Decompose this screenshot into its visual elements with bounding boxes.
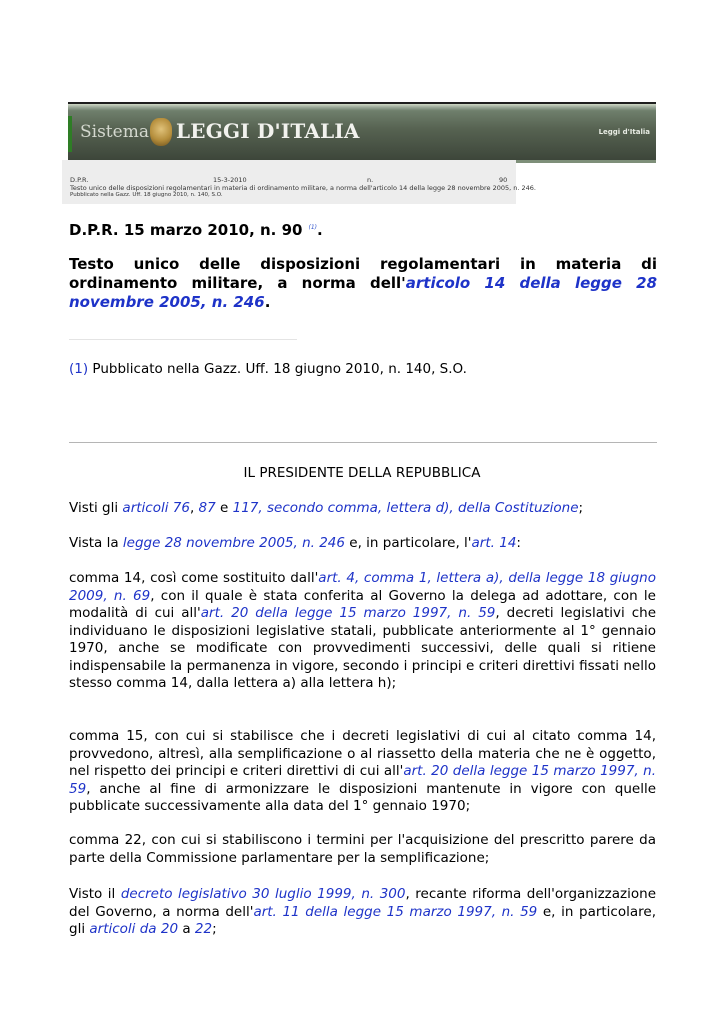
link-legge-246[interactable]: legge 28 novembre 2005, n. 246 bbox=[122, 535, 345, 551]
text: , decreti legislativi che individuano le disposizioni legislative statali, pubblicate anteriormente al 1° gennaio 1970, anche se modificate con provvedimenti successivi, delle quali si ritiene indispensabile la permanenza in vigore, secondo i principi e criteri direttivi fissati nello stesso comma 14, dalla lettera a) alla lettera h); bbox=[69, 605, 656, 691]
text: Visto il bbox=[69, 886, 121, 902]
header-n-label: n. bbox=[367, 176, 374, 184]
link-art-14[interactable]: art. 14 bbox=[471, 535, 517, 551]
paragraph-visti bbox=[69, 500, 656, 518]
text: , bbox=[189, 500, 199, 516]
link-art-20-legge-59[interactable]: art. 20 della legge 15 marzo 1997, n. 59 bbox=[69, 763, 656, 797]
page-title bbox=[69, 221, 323, 239]
title-footnote-link[interactable]: (1) bbox=[308, 224, 317, 231]
paragraph-comma-22 bbox=[69, 832, 656, 867]
header-date: 15-3-2010 bbox=[213, 176, 247, 184]
link-legge-69[interactable]: art. 4, comma 1, lettera a), della legge 18 giugno 2009, n. 69 bbox=[69, 570, 656, 604]
link-art-20-legge-59[interactable]: art. 20 della legge 15 marzo 1997, n. 59 bbox=[200, 605, 496, 621]
text: , con il quale è stata conferita al Governo la delega ad adottare, con le modalità di cui all' bbox=[69, 587, 656, 621]
banner-sistema: Sistema bbox=[80, 122, 149, 142]
title-text: D.P.R. 15 marzo 2010, n. 90 bbox=[69, 221, 303, 239]
banner-stripe bbox=[68, 116, 72, 152]
paragraph-comma-15 bbox=[69, 728, 656, 816]
link-dlgs-300[interactable]: decreto legislativo 30 luglio 1999, n. 300 bbox=[120, 886, 406, 902]
link-art-76[interactable]: articoli 76 bbox=[122, 500, 190, 516]
banner-logo: LEGGI D'ITALIA bbox=[176, 119, 360, 143]
footnote-text: Pubblicato nella Gazz. Uff. 18 giugno 2010, n. 140, S.O. bbox=[88, 361, 467, 377]
text: , recante riforma dell'organizzazione del Governo, a norma dell' bbox=[69, 886, 656, 920]
text: e, in particolare, l' bbox=[345, 535, 472, 551]
short-divider bbox=[69, 339, 297, 340]
text: e, in particolare, gli bbox=[69, 903, 656, 937]
header-type: D.P.R. bbox=[70, 176, 89, 184]
document-header bbox=[62, 160, 536, 204]
text: e bbox=[215, 500, 233, 516]
paragraph-vista bbox=[69, 535, 656, 553]
section-divider bbox=[69, 442, 657, 443]
text: comma 15, con cui si stabilisce che i decreti legislativi di cui al citato comma 14, provvedono, altresì, alla semplificazione o al riassetto della materia che ne è oggetto, nel rispetto dei principi e criteri direttivi di cui all' bbox=[69, 728, 656, 779]
site-banner bbox=[68, 104, 656, 163]
text: : bbox=[516, 535, 521, 551]
footnote-number-link[interactable]: (1) bbox=[69, 361, 89, 377]
link-articoli-20[interactable]: articoli da 20 bbox=[89, 921, 179, 937]
subtitle-text: Testo unico delle disposizioni regolamentari in materia di ordinamento militare, a norma dell' bbox=[69, 255, 657, 292]
text: comma 22, con cui si stabiliscono i termini per l'acquisizione del prescritto parere da parte della Commissione parlamentare per la semplificazione; bbox=[69, 832, 656, 866]
subtitle-end: . bbox=[264, 293, 271, 311]
text: , anche al fine di armonizzare le disposizioni mantenute in vigore con quelle pubblicate successivamente alla data del 1° gennaio 1970; bbox=[69, 780, 656, 814]
link-art-117[interactable]: 117, secondo comma, lettera d), della Costituzione bbox=[232, 500, 579, 516]
banner-link[interactable]: Leggi d'Italia bbox=[598, 128, 650, 136]
text: ; bbox=[212, 921, 217, 937]
seal-icon bbox=[150, 118, 172, 146]
link-articolo-22[interactable]: 22 bbox=[194, 921, 213, 937]
footnote bbox=[69, 361, 467, 377]
text: comma 14, così come sostituito dall' bbox=[69, 570, 319, 586]
link-art-11-legge-59[interactable]: art. 11 della legge 15 marzo 1997, n. 59 bbox=[253, 903, 538, 920]
text: a bbox=[178, 921, 195, 937]
text: ; bbox=[578, 500, 584, 516]
text: Visti gli bbox=[69, 500, 123, 516]
header-number: 90 bbox=[499, 176, 508, 184]
text: Vista la bbox=[69, 535, 123, 551]
subtitle-link[interactable]: articolo 14 della legge 28 novembre 2005, n. 246 bbox=[69, 274, 657, 311]
header-subtitle: Testo unico delle disposizioni regolamentari in materia di ordinamento militare, a norma dell'articolo 14 della legge 28 novembre 2005, n. 246. bbox=[70, 184, 536, 192]
section-heading: IL PRESIDENTE DELLA REPUBBLICA bbox=[243, 465, 481, 481]
paragraph-comma-14 bbox=[69, 570, 656, 693]
link-art-87[interactable]: 87 bbox=[198, 500, 216, 516]
paragraph-visto bbox=[69, 886, 656, 939]
document-subtitle bbox=[69, 255, 657, 312]
title-end: . bbox=[316, 221, 323, 239]
header-publication: Pubblicato nella Gazz. Uff. 18 giugno 2010, n. 140, S.O. bbox=[70, 192, 223, 198]
